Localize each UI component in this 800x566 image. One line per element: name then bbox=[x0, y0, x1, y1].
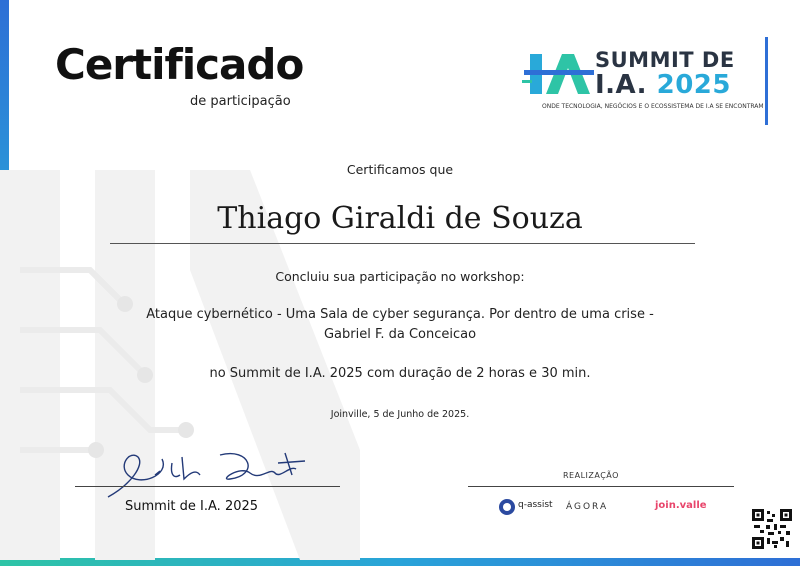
logo-text-year: 2025 bbox=[656, 70, 731, 100]
sponsor-joinvalle: join.valle bbox=[655, 500, 707, 511]
q-assist-logo-icon bbox=[498, 498, 516, 518]
certificate-title: Certificado bbox=[55, 40, 304, 89]
workshop-line-2: Gabriel F. da Conceicao bbox=[323, 327, 477, 342]
certificate-subtitle: de participação bbox=[190, 94, 291, 109]
realizacao-label: REALIZAÇÃO bbox=[563, 471, 619, 480]
duration-text: no Summit de I.A. 2025 com duração de 2 horas e 30 min. bbox=[209, 366, 591, 381]
realizacao-line bbox=[468, 486, 734, 487]
signature-label: Summit de I.A. 2025 bbox=[125, 499, 259, 514]
workshop-title bbox=[0, 305, 800, 345]
participant-name: Thiago Giraldi de Souza bbox=[217, 201, 583, 236]
signature-icon bbox=[100, 445, 320, 505]
date-text: Joinville, 5 de Junho de 2025. bbox=[330, 409, 470, 420]
qr-code-icon bbox=[752, 509, 792, 549]
sponsor-agora: ÁGORA bbox=[566, 502, 609, 512]
sponsor-q-assist: q-assist bbox=[518, 500, 553, 510]
logo-tagline: ONDE TECNOLOGIA, NEGÓCIOS E O ECOSSISTEMA DE I.A SE ENCONTRAM bbox=[542, 103, 764, 110]
workshop-line-1: Ataque cybernético - Uma Sala de cyber segurança. Por dentro de uma crise - bbox=[146, 307, 654, 322]
signature-line bbox=[75, 486, 340, 487]
name-underline bbox=[110, 243, 695, 244]
logo-divider-bar bbox=[765, 37, 768, 125]
logo-text-ia: I.A. bbox=[595, 70, 648, 100]
logo-text-summit: SUMMIT DE bbox=[595, 48, 735, 72]
logo-text-ia-year bbox=[595, 70, 731, 100]
intro-text: Certificamos que bbox=[346, 162, 454, 177]
concluded-text: Concluiu sua participação no workshop: bbox=[275, 269, 525, 284]
